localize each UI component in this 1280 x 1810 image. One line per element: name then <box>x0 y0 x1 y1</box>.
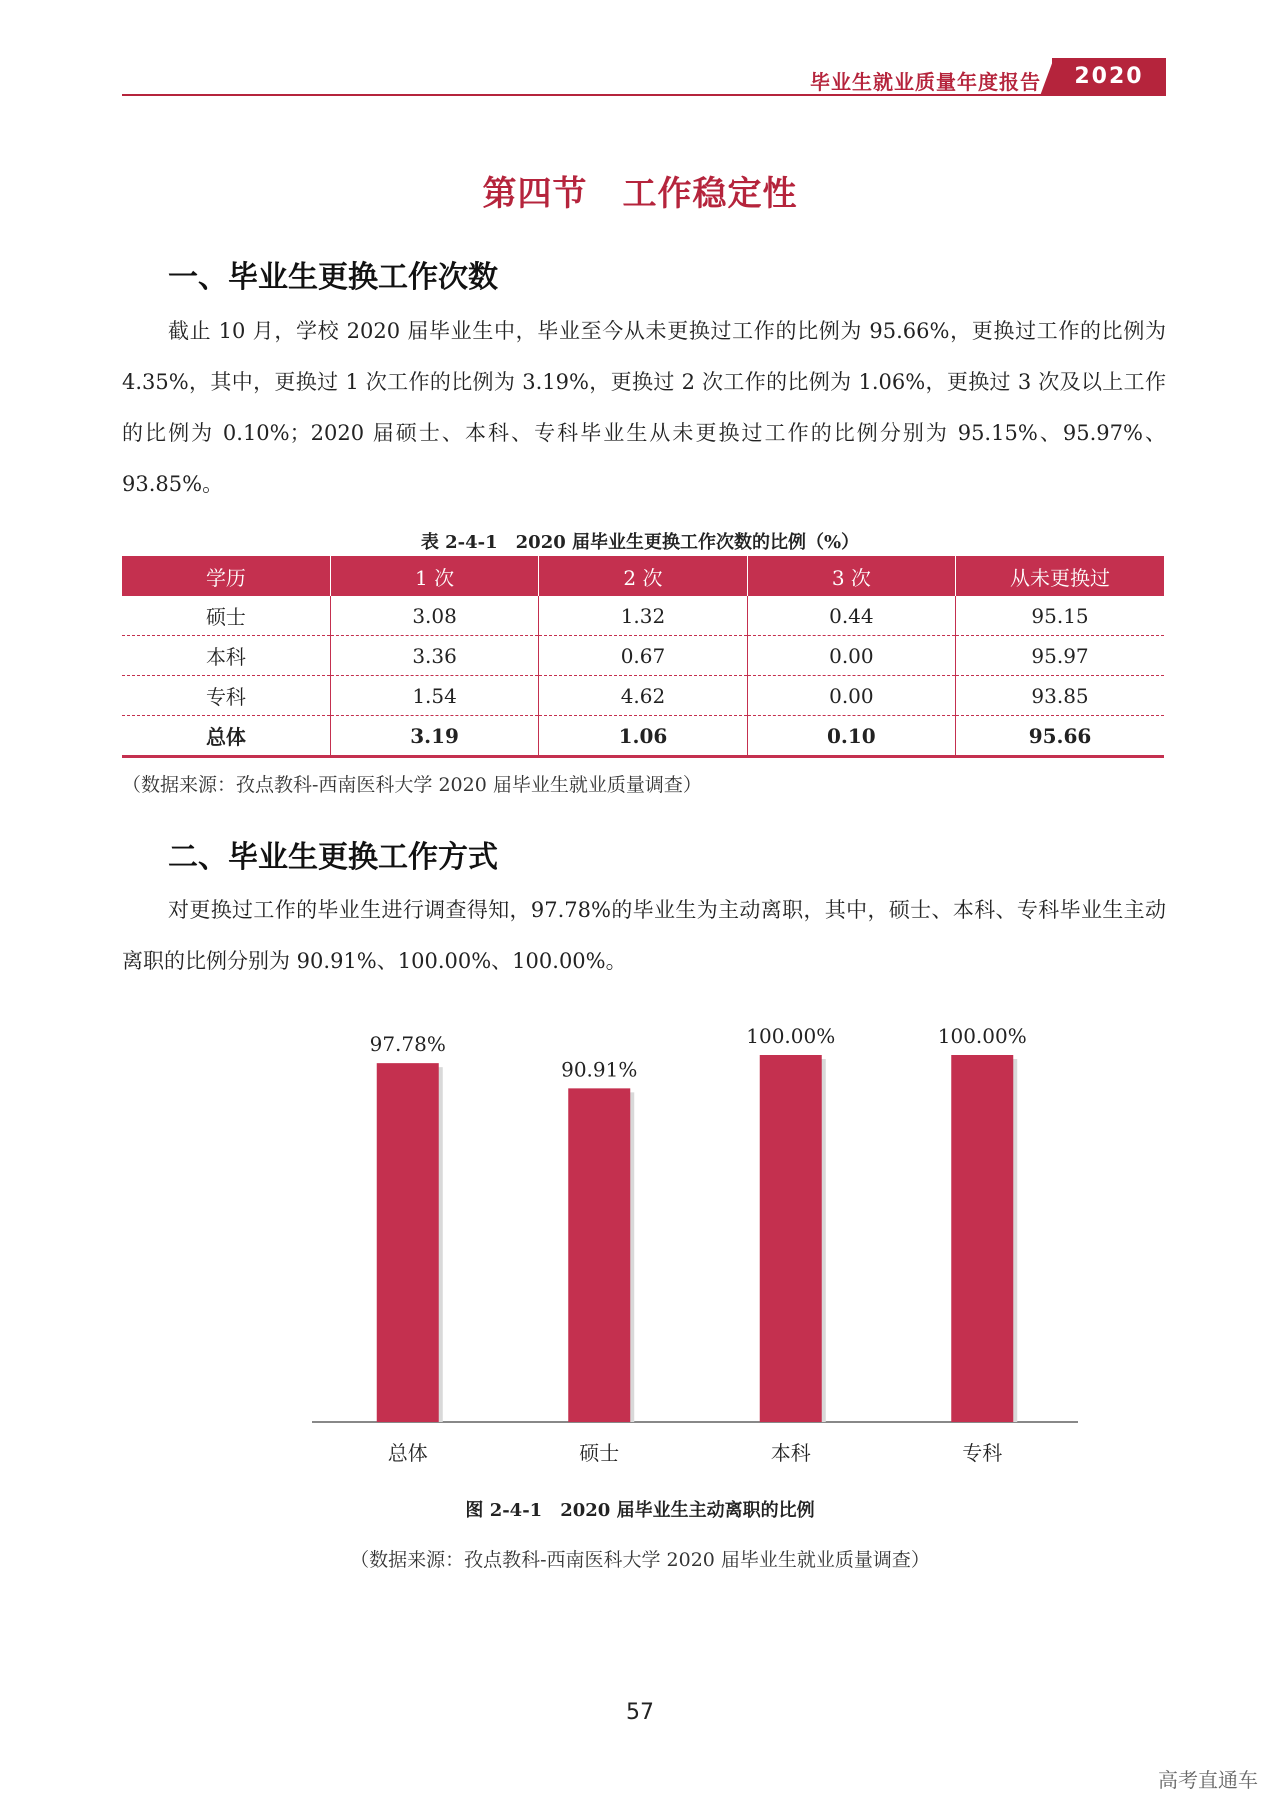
table-cell: 95.15 <box>956 596 1164 636</box>
table-cell: 0.44 <box>747 596 955 636</box>
table-row <box>122 636 1164 676</box>
table-cell: 0.00 <box>747 676 955 716</box>
table-source-note: （数据来源：孜点教科-西南医科大学 2020 届毕业生就业质量调查） <box>122 774 702 796</box>
x-tick-label: 专科 <box>962 1441 1003 1465</box>
report-header-title: 毕业生就业质量年度报告 <box>810 70 1041 94</box>
bar-data-label: 100.00% <box>937 1024 1027 1048</box>
watermark-text: 高考直通车 <box>1158 1768 1258 1792</box>
table-header-cell: 从未更换过 <box>956 556 1164 596</box>
table-cell: 0.67 <box>539 636 747 676</box>
bar-0 <box>377 1063 439 1422</box>
table-header-cell: 3 次 <box>747 556 955 596</box>
bar-3 <box>951 1055 1013 1422</box>
table-cell: 95.97 <box>956 636 1164 676</box>
table-cell: 本科 <box>122 636 330 676</box>
header-divider <box>122 94 1166 96</box>
x-tick-label: 硕士 <box>579 1441 620 1465</box>
table-cell: 专科 <box>122 676 330 716</box>
bar-1 <box>568 1088 630 1422</box>
bar-data-label: 90.91% <box>561 1057 638 1082</box>
table-caption: 表 2-4-1 2020 届毕业生更换工作次数的比例（%） <box>420 532 860 553</box>
table-cell: 总体 <box>122 716 330 757</box>
paragraph-2: 对更换过工作的毕业生进行调查得知，97.78%的毕业生为主动离职，其中，硕士、本科、专科毕业生主动离职的比例分别为 90.91%、100.00%、100.00%。 <box>122 898 1166 973</box>
table-header-cell: 2 次 <box>539 556 747 596</box>
table-row <box>122 676 1164 716</box>
table-cell: 3.08 <box>330 596 538 636</box>
table-cell: 1.32 <box>539 596 747 636</box>
voluntary-resignation-bar-chart <box>300 1010 1100 1480</box>
subsection-heading-2: 二、毕业生更换工作方式 <box>168 840 498 875</box>
table-cell: 3.19 <box>330 716 538 757</box>
table-cell: 3.36 <box>330 636 538 676</box>
table-cell: 硕士 <box>122 596 330 636</box>
table-cell: 95.66 <box>956 716 1164 757</box>
page-number: 57 <box>626 1700 654 1725</box>
subsection-heading-1: 一、毕业生更换工作次数 <box>168 260 498 295</box>
report-header-year: 2020 <box>1052 58 1166 96</box>
bar-data-label: 100.00% <box>746 1024 836 1048</box>
x-tick-label: 本科 <box>770 1441 811 1465</box>
x-tick-label: 总体 <box>387 1441 428 1465</box>
table-cell: 0.00 <box>747 636 955 676</box>
table-cell: 1.54 <box>330 676 538 716</box>
table-header-cell: 1 次 <box>330 556 538 596</box>
table-cell: 4.62 <box>539 676 747 716</box>
paragraph-1: 截止 10 月，学校 2020 届毕业生中，毕业至今从未更换过工作的比例为 95.66%，更换过工作的比例为 4.35%，其中，更换过 1 次工作的比例为 3.19%，更换过 2 次工作的比例为 1.06%，更换过 3 次及以上工作的比例为 0.10%；2020 届硕士、本科、专科毕业生从未更换过工作的比例分别为 95.15%、95.97%、93.85%。 <box>122 319 1166 496</box>
job-change-table <box>122 556 1164 758</box>
figure-caption: 图 2-4-1 2020 届毕业生主动离职的比例 <box>465 1500 815 1521</box>
table-cell: 1.06 <box>539 716 747 757</box>
table-cell: 0.10 <box>747 716 955 757</box>
table-cell: 93.85 <box>956 676 1164 716</box>
bar-data-label: 97.78% <box>369 1032 446 1057</box>
chart-source-note: （数据来源：孜点教科-西南医科大学 2020 届毕业生就业质量调查） <box>350 1549 930 1571</box>
bar-2 <box>760 1055 822 1422</box>
section-title: 第四节 工作稳定性 <box>482 174 798 214</box>
table-row <box>122 596 1164 636</box>
table-header-row <box>122 556 1164 596</box>
table-header-cell: 学历 <box>122 556 330 596</box>
table-total-row <box>122 716 1164 757</box>
